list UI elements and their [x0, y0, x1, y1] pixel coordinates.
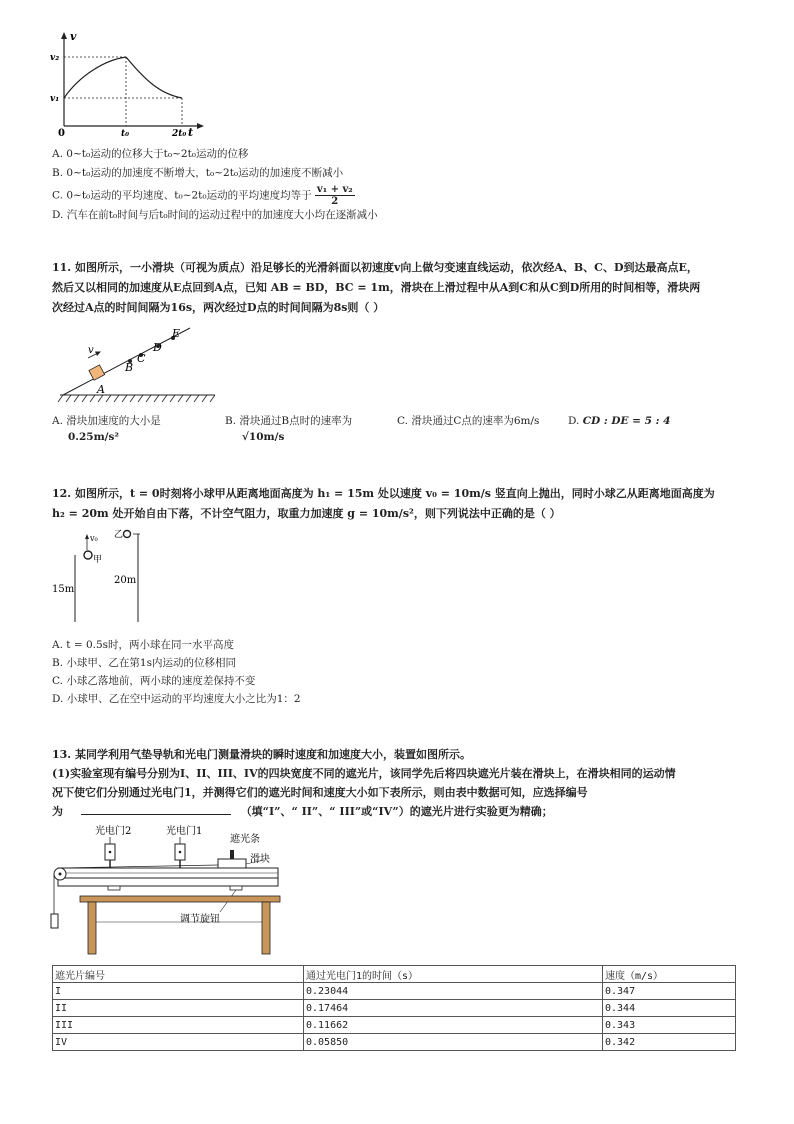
two-balls-figure — [50, 528, 160, 628]
q12-option-c: C. 小球乙落地前，两小球的速度差保持不变 — [52, 675, 256, 687]
table-cell: III — [53, 1017, 304, 1034]
fig-label-slider: 滑块 — [250, 854, 270, 865]
q11-option-d — [568, 414, 670, 428]
q11-option-b: B. 滑块通过B点时的速率为 — [225, 415, 353, 427]
answer-blank[interactable] — [81, 802, 231, 815]
incline-label-c: C — [137, 352, 146, 365]
q13-line4-suffix: （填“I”、“ II”、“ III”或“IV”）的遮光片进行实验更为精确； — [240, 805, 553, 818]
table-cell: 0.11662 — [304, 1017, 603, 1034]
table-row — [53, 1000, 736, 1017]
vt-label-v2: v₂ — [50, 53, 60, 63]
table-header-row — [53, 966, 736, 983]
q11-line1: 11. 如图所示，一小滑块（可视为质点）沿足够长的光滑斜面以初速度v向上做匀变速直线运动，依次经A、B、C、D到达最高点E， — [52, 261, 698, 274]
q12-option-b: B. 小球甲、乙在第1s内运动的位移相同 — [52, 657, 236, 669]
fig-label-jia: 甲 — [93, 555, 103, 565]
q11-option-a — [52, 414, 161, 428]
table-cell: 0.343 — [603, 1017, 736, 1034]
fraction-denominator: 2 — [331, 196, 339, 207]
q11-line2: 然后又以相同的加速度从E点回到A点，已知 AB = BD，BC = 1m，滑块在上滑过程中从A到C和从C到D所用的时间相等，滑块两 — [52, 281, 701, 294]
q12-line2: h₂ = 20m 处开始自由下落，不计空气阻力，取重力加速度 g = 10m/s²，则下列说法中正确的是（ ） — [52, 507, 561, 520]
table-row — [53, 1017, 736, 1034]
q10-option-b: B. 0~t₀运动的加速度不断增大，t₀~2t₀运动的加速度不断减小 — [52, 167, 344, 179]
q11-option-b-value: √10m/s — [242, 431, 285, 443]
incline-label-a: A — [97, 383, 105, 396]
fig-label-gate1: 光电门1 — [166, 826, 203, 837]
q11-option-d-ratio: CD : DE = 5 : 4 — [582, 415, 671, 427]
table-header: 遮光片编号 — [53, 966, 304, 983]
incline-label-e: E — [172, 327, 181, 340]
table-header: 通过光电门1的时间（s） — [304, 966, 603, 983]
table-cell: IV — [53, 1034, 304, 1051]
q13-line2: (1)实验室现有编号分别为I、II、III、IV的四块宽度不同的遮光片，该同学先后将四块遮光片装在滑块上，在滑块相同的运动情 — [52, 767, 676, 780]
vt-axis-t: t — [188, 126, 194, 139]
table-cell: 0.342 — [603, 1034, 736, 1051]
table-cell: I — [53, 983, 304, 1000]
q11-line3: 次经过A点的时间间隔为16s，两次经过D点的时间间隔为8s则（ ） — [52, 301, 385, 314]
incline-label-v: v — [88, 345, 94, 356]
fig-label-v0: v₀ — [90, 534, 98, 543]
vt-label-t0: t₀ — [121, 129, 130, 139]
q12-option-a: A. t = 0.5s时，两小球在同一水平高度 — [52, 639, 235, 651]
vt-origin: 0 — [58, 128, 65, 139]
fraction-numerator: v₁ + v₂ — [316, 184, 353, 195]
q11-option-c: C. 滑块通过C点的速率为6m/s — [397, 415, 540, 427]
table-cell: 0.347 — [603, 983, 736, 1000]
q10-option-d: D. 汽车在前t₀时间与后t₀时间的运动过程中的加速度大小均在逐渐减小 — [52, 209, 378, 221]
q13-line4-prefix: 为 — [52, 805, 63, 818]
fig-label-shade: 遮光条 — [230, 834, 260, 845]
q10-option-c-fraction — [315, 184, 355, 207]
vt-graph — [50, 30, 210, 140]
table-cell: II — [53, 1000, 304, 1017]
q13-line1: 13. 某同学利用气垫导轨和光电门测量滑块的瞬时速度和加速度大小，装置如图所示。 — [52, 748, 471, 761]
vt-axis-v: v — [70, 30, 77, 43]
q10-option-a: A. 0~t₀运动的位移大于t₀~2t₀运动的位移 — [52, 148, 249, 160]
table-cell: 0.23044 — [304, 983, 603, 1000]
table-header: 速度（m/s） — [603, 966, 736, 983]
fig-label-h2: 20m — [114, 575, 137, 586]
table-cell: 0.17464 — [304, 1000, 603, 1017]
table-cell: 0.344 — [603, 1000, 736, 1017]
vt-label-v1: v₁ — [50, 94, 60, 104]
incline-label-b: B — [125, 361, 134, 374]
q11-stem — [52, 258, 742, 318]
q13-line3: 况下使它们分别通过光电门1，并测得它们的遮光时间和速度大小如下表所示，则由表中数据可知，应选择编号 — [52, 786, 588, 799]
q10-option-c — [52, 184, 355, 207]
q11-option-a-text: A. 滑块加速度的大小是 — [52, 415, 161, 427]
table-row — [53, 1034, 736, 1051]
vt-label-2t0: 2t₀ — [172, 129, 187, 139]
fig-label-gate2: 光电门2 — [95, 826, 132, 837]
incline-figure — [55, 325, 225, 405]
incline-label-d: D — [153, 341, 162, 354]
table-row — [53, 983, 736, 1000]
q12-line1: 12. 如图所示，t = 0时刻将小球甲从距离地面高度为 h₁ = 15m 处以速度 v₀ = 10m/s 竖直向上抛出，同时小球乙从距离地面高度为 — [52, 487, 715, 500]
q10-option-c-text: C. 0~t₀运动的平均速度、t₀~2t₀运动的平均速度均等于 — [52, 189, 312, 202]
air-track-figure — [50, 822, 290, 958]
q12-stem — [52, 484, 742, 524]
fig-label-knob: 调节旋钮 — [180, 914, 220, 925]
q12-option-d: D. 小球甲、乙在空中运动的平均速度大小之比为1：2 — [52, 693, 301, 705]
q13-line4 — [52, 802, 742, 821]
table-cell: 0.05850 — [304, 1034, 603, 1051]
fig-label-h1: 15m — [52, 584, 75, 595]
data-table — [52, 965, 736, 1051]
fig-label-yi: 乙 — [114, 530, 124, 540]
q11-option-a-value: 0.25m/s² — [68, 431, 120, 443]
q13-stem — [52, 745, 742, 821]
q11-option-d-letter: D. — [568, 415, 580, 427]
